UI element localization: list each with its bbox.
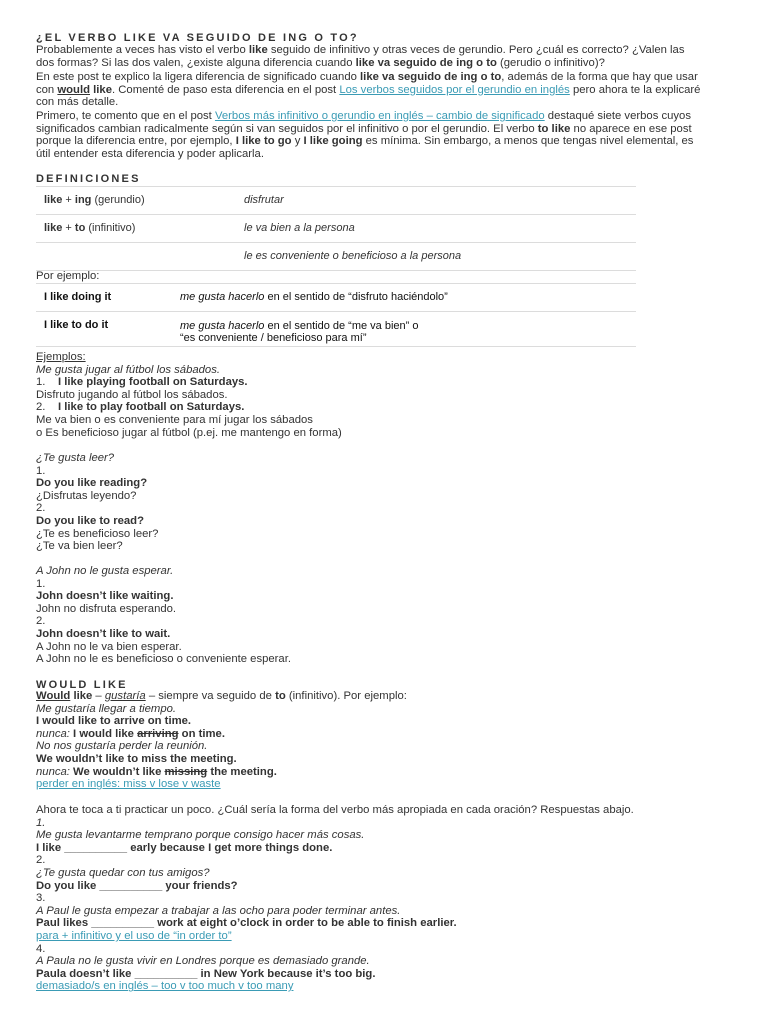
text: ¿Te va bien leer? xyxy=(36,540,123,553)
text: es mínima. Sin embargo, a menos que tengas nivel elemental, es xyxy=(362,135,694,148)
exercise-sentence: Paul likes __________ work at eight o’clock in order to be able to finish earlier. xyxy=(36,917,457,930)
text: We wouldn’t like to miss the meeting. xyxy=(36,752,237,765)
text: I like to play football on Saturdays. xyxy=(57,401,245,414)
text: 4. xyxy=(36,942,46,955)
text: the meeting. xyxy=(207,765,277,778)
text: 2. xyxy=(36,854,46,867)
definitions-table xyxy=(36,186,636,271)
page-title: ¿EL VERBO LIKE VA SEGUIDO DE ING O TO? xyxy=(36,32,359,44)
text: like xyxy=(70,690,93,702)
text: A John no le es beneficioso o conveniente esperar. xyxy=(36,653,291,666)
text: – siempre va seguido de xyxy=(145,690,276,702)
text: 1. xyxy=(36,376,46,389)
text: 2. xyxy=(36,502,46,515)
table-cell xyxy=(36,243,236,271)
table-cell xyxy=(174,312,636,347)
text: A Paul le gusta empezar a trabajar a las ocho para poder terminar antes. xyxy=(36,904,401,917)
text: I like going xyxy=(303,135,363,148)
intro-paragraph-1 xyxy=(36,44,684,69)
text: con más detalle. xyxy=(36,96,119,109)
text: + xyxy=(62,222,75,235)
text: . Comenté de paso esta diferencia en el post xyxy=(111,83,340,96)
text: pero ahora te la explicaré xyxy=(569,83,701,96)
text: I would like to arrive on time. xyxy=(36,715,192,728)
text: gustaría xyxy=(104,690,146,702)
text: (infinitivo) xyxy=(85,222,136,235)
text: útil entender esta diferencia y poder aplicarla. xyxy=(36,147,264,160)
text: John no disfruta esperando. xyxy=(36,602,177,615)
table-cell: disfrutar xyxy=(236,187,636,215)
text: ¿Te gusta leer? xyxy=(36,452,115,464)
text: to xyxy=(74,222,86,235)
text: me gusta hacerlo xyxy=(180,291,265,304)
link-verbos-infinitivo-gerundio[interactable]: Verbos más infinitivo o gerundio en inglés – cambio de significado xyxy=(214,110,545,122)
table-row xyxy=(36,284,636,312)
text: + xyxy=(62,194,75,207)
text: 2. xyxy=(36,615,46,628)
text: en el sentido de “disfruto haciéndolo” xyxy=(264,291,448,304)
text: 1. xyxy=(36,464,46,477)
text: John doesn’t like waiting. xyxy=(36,590,174,603)
text: like xyxy=(44,194,63,207)
table-cell xyxy=(36,187,236,215)
link-para-infinitivo[interactable]: para + infinitivo y el uso de “in order to” xyxy=(36,929,232,942)
practice-block xyxy=(36,804,634,993)
text: nunca: xyxy=(36,765,70,778)
link-demasiado-en-ingles[interactable]: demasiado/s en inglés – too v too much v too many xyxy=(36,980,294,993)
text: We wouldn’t like xyxy=(69,765,165,778)
text: en el sentido de “me va bien” o xyxy=(264,320,419,332)
text: Probablemente a veces has visto el verbo xyxy=(36,44,249,56)
reading-example xyxy=(36,452,158,553)
text: A John no le va bien esperar. xyxy=(36,640,182,653)
section-heading-would-like: WOULD LIKE xyxy=(36,679,128,691)
text: Me gusta levantarme temprano porque consigo hacer más cosas. xyxy=(36,829,365,842)
text: o Es beneficioso jugar al fútbol (p.ej. me mantengo en forma) xyxy=(36,426,342,439)
text: Me gusta jugar al fútbol los sábados. xyxy=(36,363,220,376)
text: like xyxy=(248,44,268,56)
text: (gerudio o infinitivo)? xyxy=(496,56,605,69)
text: dos formas? Si las dos valen, ¿existe alguna diferencia cuando xyxy=(36,56,356,69)
table-cell: I like to do it xyxy=(36,312,174,347)
text: like xyxy=(44,222,63,235)
text: Do you like to read? xyxy=(36,514,144,527)
text: 3. xyxy=(36,892,46,905)
table-row xyxy=(36,215,636,243)
text: like va seguido de ing o to xyxy=(360,71,502,83)
por-ejemplo-label: Por ejemplo: xyxy=(36,270,100,282)
john-example xyxy=(36,565,291,666)
examples-table xyxy=(36,283,636,347)
text: on time. xyxy=(178,727,225,740)
table-cell xyxy=(36,215,236,243)
would-like-block xyxy=(36,690,407,791)
text: “es conveniente / beneficioso para mí” xyxy=(180,332,367,344)
text: Disfruto jugando al fútbol los sábados. xyxy=(36,388,228,401)
text: nunca: xyxy=(36,727,70,740)
text: seguido de infinitivo y otras veces de gerundio. Pero ¿cuál es correcto? ¿Valen las xyxy=(267,44,685,56)
exercise-sentence: I like __________ early because I get more things done. xyxy=(36,841,333,854)
intro-paragraph-3 xyxy=(36,110,693,160)
text: me gusta hacerlo xyxy=(180,320,265,332)
text: I like playing football on Saturdays. xyxy=(57,376,248,389)
text: porque la diferencia entre, por ejemplo, xyxy=(36,135,236,148)
practice-intro: Ahora te toca a ti practicar un poco. ¿Cuál sería la forma del verbo más apropiada en cada oración? Respuestas abajo. xyxy=(36,804,634,816)
table-row xyxy=(36,243,636,271)
link-verbos-gerundio[interactable]: Los verbos seguidos por el gerundio en inglés xyxy=(339,83,570,96)
text: I like to go xyxy=(235,135,292,148)
text: Do you like reading? xyxy=(36,477,148,490)
text: Primero, te comento que en el post xyxy=(36,110,215,122)
text: 2. xyxy=(36,401,46,414)
text: ¿Te es beneficioso leer? xyxy=(36,527,159,540)
exercise-sentence: Do you like __________ your friends? xyxy=(36,879,238,892)
text: would xyxy=(57,83,90,96)
exercise-sentence: Paula doesn’t like __________ in New York because it’s too big. xyxy=(36,967,376,980)
table-row xyxy=(36,312,636,347)
text: , además de la forma que hay que usar xyxy=(501,71,698,83)
text: like va seguido de ing o to xyxy=(355,56,497,69)
text: to like xyxy=(537,122,571,135)
link-perder-en-ingles[interactable]: perder en inglés: miss v lose v waste xyxy=(36,778,221,791)
text: ¿Te gusta quedar con tus amigos? xyxy=(36,866,210,879)
text: – xyxy=(92,690,105,702)
text: 1. xyxy=(36,816,46,829)
text: ing xyxy=(74,194,92,207)
table-cell xyxy=(174,284,636,312)
table-cell: le es conveniente o beneficioso a la persona xyxy=(236,243,636,271)
text: Me va bien o es conveniente para mí jugar los sábados xyxy=(36,413,313,426)
text: Me gustaría llegar a tiempo. xyxy=(36,702,177,715)
text: No nos gustaría perder la reunión. xyxy=(36,740,208,753)
text: like xyxy=(90,83,112,96)
text: 1. xyxy=(36,577,46,590)
text: A Paula no le gusta vivir en Londres porque es demasiado grande. xyxy=(36,955,370,968)
text: destaqué siete verbos cuyos xyxy=(544,110,691,122)
table-row xyxy=(36,187,636,215)
text: y xyxy=(291,135,304,148)
text: John doesn’t like to wait. xyxy=(36,627,171,640)
text: I would like xyxy=(69,727,138,740)
text: ¿Disfrutas leyendo? xyxy=(36,489,137,502)
text: to xyxy=(275,690,286,702)
text: (infinitivo). Por ejemplo: xyxy=(285,690,407,702)
text: arriving xyxy=(137,727,179,740)
table-cell: le va bien a la persona xyxy=(236,215,636,243)
ejemplos-block xyxy=(36,351,342,439)
section-heading-definiciones: DEFINICIONES xyxy=(36,173,141,185)
intro-paragraph-2 xyxy=(36,71,700,109)
text: A John no le gusta esperar. xyxy=(36,565,174,577)
text: En este post te explico la ligera diferencia de significado cuando xyxy=(36,71,361,83)
text: significados cambian radicalmente según si van seguidos por el infinitivo o por el gerundio. El verbo xyxy=(36,122,538,135)
table-cell: I like doing it xyxy=(36,284,174,312)
text: con xyxy=(36,83,58,96)
text: Would xyxy=(36,690,71,702)
text: (gerundio) xyxy=(91,194,145,207)
text: no aparece en ese post xyxy=(570,122,692,135)
text: missing xyxy=(164,765,208,778)
ejemplos-label: Ejemplos: xyxy=(36,351,86,363)
